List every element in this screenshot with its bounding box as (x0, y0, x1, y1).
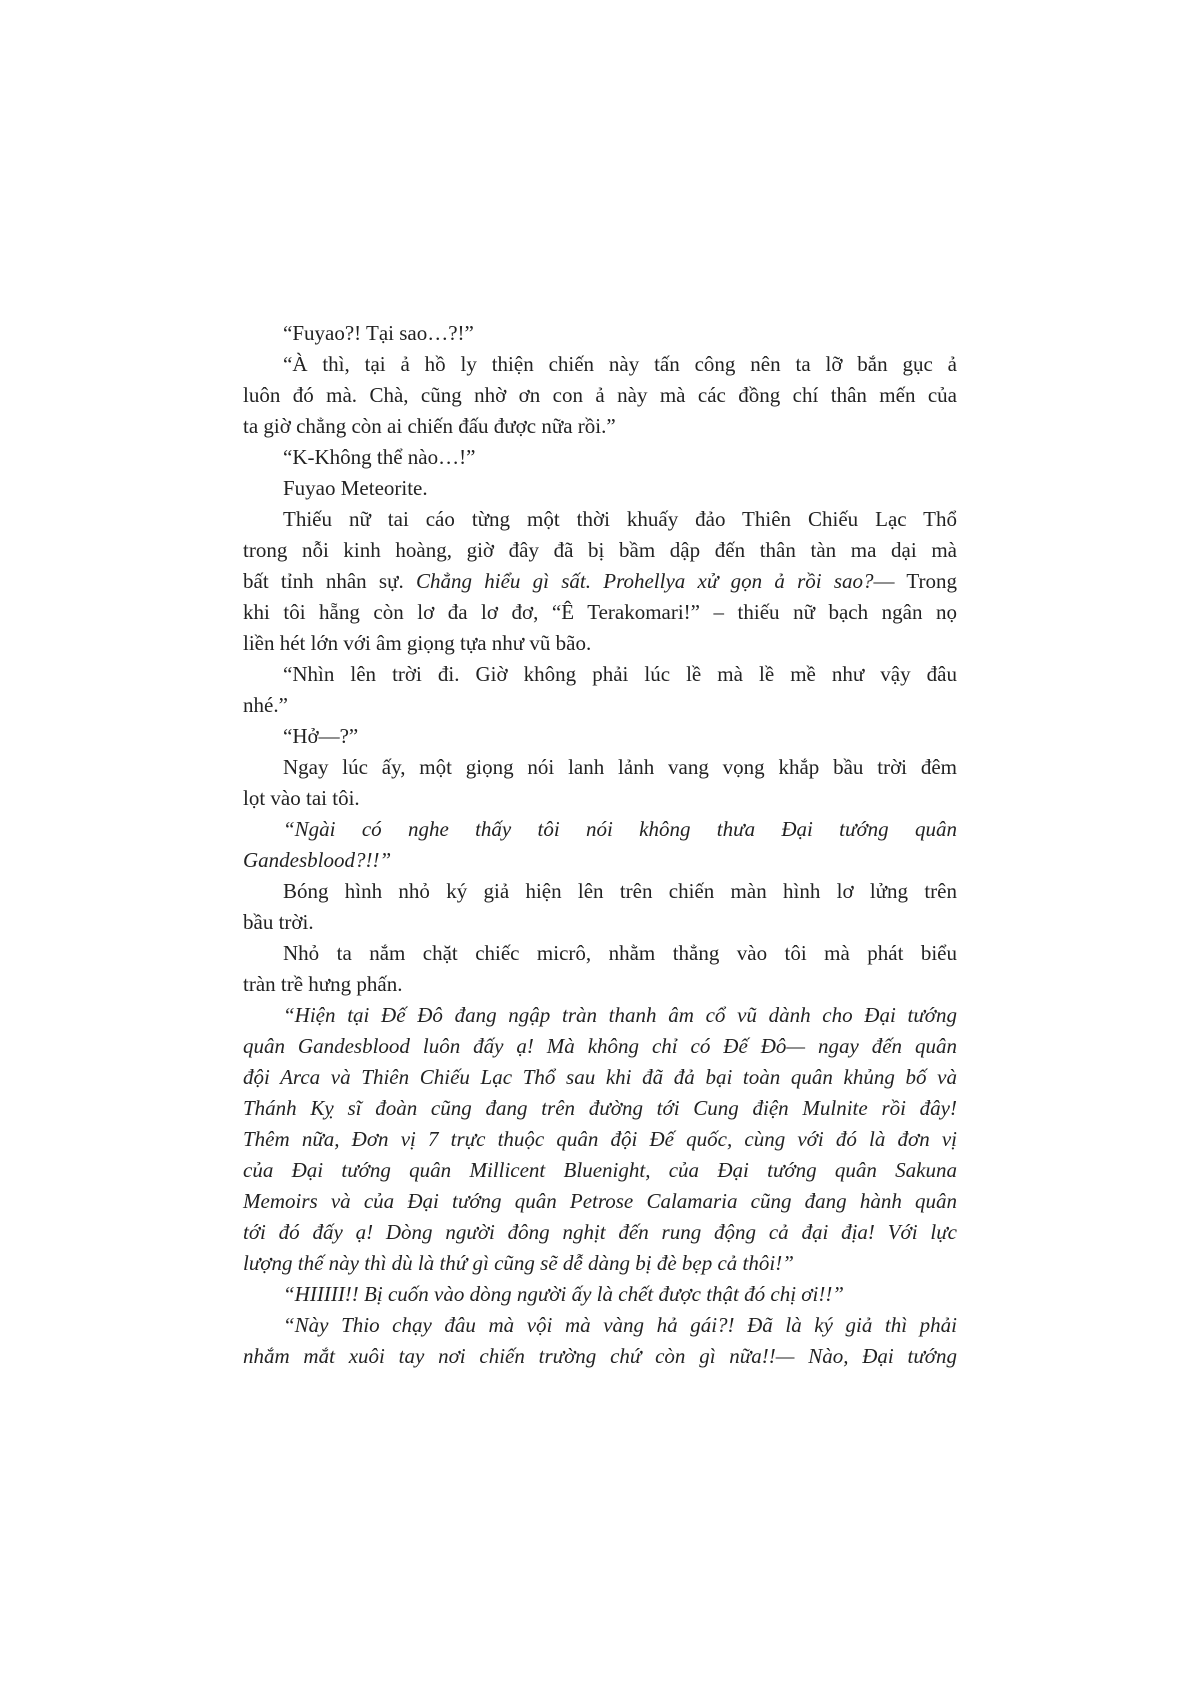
italic-text: nhắm mắt xuôi tay nơi chiến trường chứ còn gì nữa!!— Nào, Đại tướng (243, 1344, 957, 1368)
body-text: bất tỉnh nhân sự. (243, 569, 416, 593)
italic-text: quân Gandesblood luôn đấy ạ! Mà không chỉ có Đế Đô— ngay đến quân (243, 1034, 957, 1058)
body-text: liền hét lớn với âm giọng tựa như vũ bão. (243, 631, 592, 655)
book-page-text (243, 318, 957, 1372)
text-line (243, 504, 957, 535)
body-text: Bóng hình nhỏ ký giả hiện lên trên chiến màn hình lơ lửng trên (283, 879, 957, 903)
text-line (243, 411, 957, 442)
body-text: Nhỏ ta nắm chặt chiếc micrô, nhằm thẳng vào tôi mà phát biểu (283, 941, 957, 965)
body-text: tràn trề hưng phấn. (243, 972, 403, 996)
italic-text: “Này Thio chạy đâu mà vội mà vàng hả gái?! Đã là ký giả thì phải (283, 1313, 957, 1337)
text-line (243, 876, 957, 907)
body-text: “Fuyao?! Tại sao…?!” (283, 321, 474, 345)
body-text: “Hở—?” (283, 724, 359, 748)
text-line (243, 535, 957, 566)
text-line (243, 1310, 957, 1341)
text-line (243, 1000, 957, 1031)
italic-text: Thêm nữa, Đơn vị 7 trực thuộc quân đội Đế quốc, cùng với đó là đơn vị (243, 1127, 957, 1151)
text-line (243, 473, 957, 504)
italic-text: tới đó đấy ạ! Dòng người đông nghịt đến rung động cả đại địa! Với lực (243, 1220, 957, 1244)
body-text: lọt vào tai tôi. (243, 786, 360, 810)
italic-text: đội Arca và Thiên Chiếu Lạc Thổ sau khi đã đả bại toàn quân khủng bố và (243, 1065, 957, 1089)
italic-text: lượng thế này thì dù là thứ gì cũng sẽ dễ dàng bị đè bẹp cả thôi!” (243, 1251, 794, 1275)
text-line (243, 690, 957, 721)
body-text: Fuyao Meteorite. (283, 476, 428, 500)
text-line (243, 814, 957, 845)
body-text: nhé.” (243, 693, 288, 717)
body-text: Ngay lúc ấy, một giọng nói lanh lảnh vang vọng khắp bầu trời đêm (283, 755, 957, 779)
text-line (243, 628, 957, 659)
text-line (243, 845, 957, 876)
text-line (243, 1217, 957, 1248)
text-line (243, 1093, 957, 1124)
body-text: “Nhìn lên trời đi. Giờ không phải lúc lề mà lề mề như vậy đâu (283, 662, 957, 686)
text-line (243, 1031, 957, 1062)
italic-text: Chẳng hiểu gì sất. Prohellya xử gọn ả rồi sao? (415, 569, 874, 593)
body-text: — Trong (873, 569, 958, 593)
body-text: khi tôi hẵng còn lơ đa lơ đơ, “Ê Terakomari!” – thiếu nữ bạch ngân nọ (243, 600, 957, 624)
text-line (243, 566, 957, 597)
italic-text: Thánh Kỵ sĩ đoàn cũng đang trên đường tới Cung điện Mulnite rồi đây! (243, 1096, 957, 1120)
text-line (243, 907, 957, 938)
text-line (243, 1062, 957, 1093)
italic-text: “HIIIII!! Bị cuốn vào dòng người ấy là chết được thật đó chị ơi!!” (283, 1282, 844, 1306)
text-line (243, 380, 957, 411)
italic-text: “Hiện tại Đế Đô đang ngập tràn thanh âm cổ vũ dành cho Đại tướng (283, 1003, 957, 1027)
text-line (243, 1186, 957, 1217)
italic-text: của Đại tướng quân Millicent Bluenight, của Đại tướng quân Sakuna (243, 1158, 957, 1182)
text-line (243, 442, 957, 473)
body-text: trong nỗi kinh hoàng, giờ đây đã bị bầm dập đến thân tàn ma dại mà (243, 538, 957, 562)
body-text: ta giờ chẳng còn ai chiến đấu được nữa rồi.” (243, 414, 616, 438)
body-text: Thiếu nữ tai cáo từng một thời khuấy đảo Thiên Chiếu Lạc Thổ (283, 507, 957, 531)
italic-text: Memoirs và của Đại tướng quân Petrose Calamaria cũng đang hành quân (243, 1189, 957, 1213)
text-line (243, 783, 957, 814)
text-line (243, 721, 957, 752)
text-line (243, 318, 957, 349)
text-line (243, 659, 957, 690)
text-line (243, 1155, 957, 1186)
text-line (243, 1279, 957, 1310)
text-line (243, 349, 957, 380)
body-text: “K-Không thể nào…!” (283, 445, 476, 469)
text-line (243, 597, 957, 628)
text-line (243, 752, 957, 783)
italic-text: Gandesblood?!!” (243, 848, 392, 872)
text-line (243, 938, 957, 969)
text-line (243, 1124, 957, 1155)
text-line (243, 1248, 957, 1279)
body-text: bầu trời. (243, 910, 314, 934)
body-text: luôn đó mà. Chà, cũng nhờ ơn con ả này mà các đồng chí thân mến của (243, 383, 957, 407)
text-line (243, 969, 957, 1000)
italic-text: “Ngài có nghe thấy tôi nói không thưa Đại tướng quân (283, 817, 957, 841)
text-line (243, 1341, 957, 1372)
body-text: “À thì, tại ả hồ ly thiện chiến này tấn công nên ta lỡ bắn gục ả (283, 352, 957, 376)
